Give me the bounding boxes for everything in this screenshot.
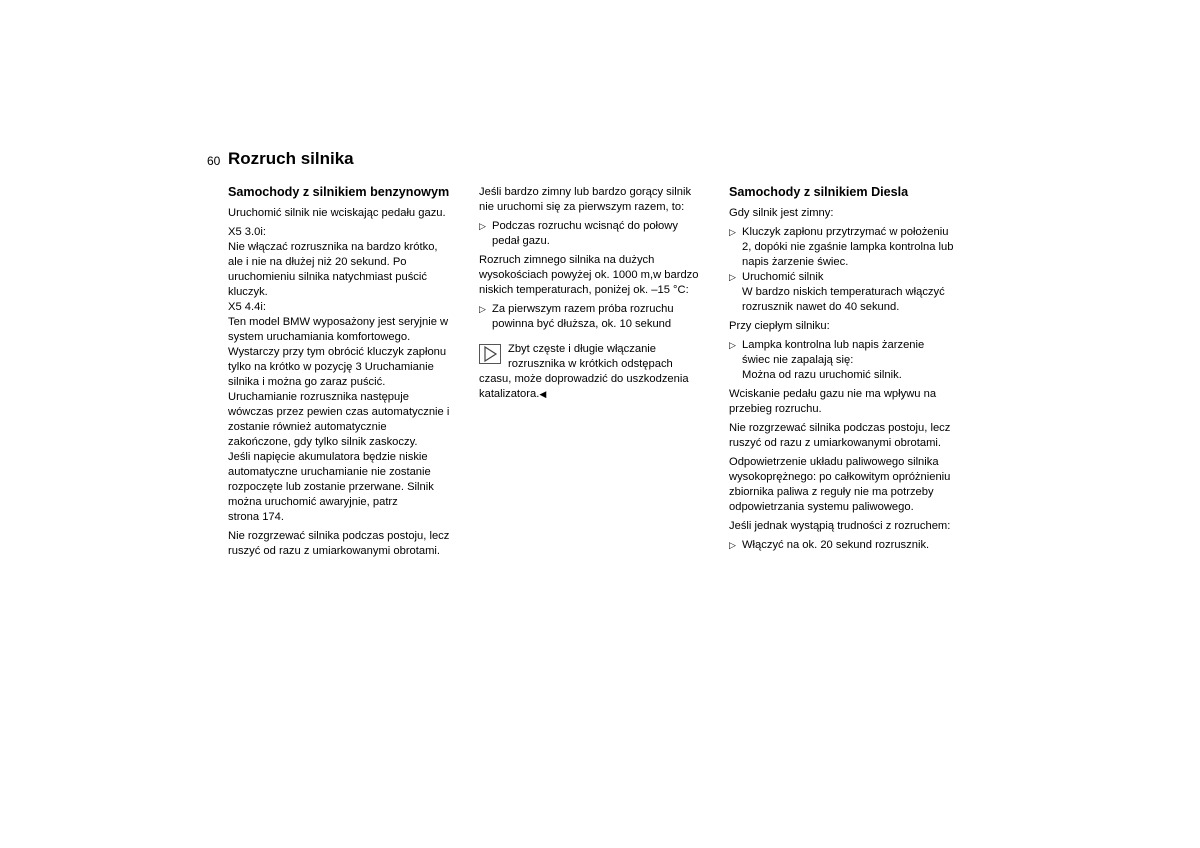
step-glow-lamp-off — [729, 338, 972, 383]
step-start-engine — [729, 270, 972, 315]
paragraph-altitude-cold: Rozruch zimnego silnika na dużych wysokościach powyżej ok. 1000 m,w bardzo niskich temperaturach, poniżej ok. –15 °C: — [479, 254, 699, 296]
triangle-right-outline-icon: ▷ — [729, 272, 736, 282]
step-text: Podczas rozruchu wcisnąć do połowy pedał gazu. — [492, 220, 678, 247]
paragraph-cold-hot-intro: Jeśli bardzo zimny lub bardzo gorący silnik nie uruchomi się za pierwszym razem, to: — [479, 186, 692, 213]
triangle-right-outline-icon: ▷ — [729, 340, 736, 350]
paragraph-no-idle-warmup: Nie rozgrzewać silnika podczas postoju, lecz ruszyć od razu z umiarkowanymi obrotami. — [228, 530, 450, 557]
paragraph-no-idle-warmup-diesel: Nie rozgrzewać silnika podczas postoju, lecz ruszyć od razu z umiarkowanymi obrotami. — [729, 422, 951, 449]
step-longer-attempt — [479, 302, 722, 332]
triangle-right-outline-icon: ▷ — [479, 221, 486, 231]
step-text: Włączyć na ok. 20 sekund rozrusznik. — [742, 539, 930, 551]
paragraph-warm-engine: Przy ciepłym silniku: — [729, 320, 830, 332]
column-diesel — [729, 184, 972, 557]
notice-text: Zbyt częste i długie włączanie rozrusznika w krótkich odstępach czasu, może doprowadzić do uszkodzenia katalizatora. — [479, 343, 689, 400]
step-text: Uruchomić silnik W bardzo niskich temperaturach włączyć rozrusznik nawet do 40 sekund. — [742, 271, 945, 313]
paragraph-no-gas-pedal: Uruchomić silnik nie wciskając pedału gazu. — [228, 207, 446, 219]
end-mark-icon: ◀ — [539, 389, 547, 399]
column-petrol — [228, 184, 471, 563]
step-hold-key — [729, 225, 972, 270]
triangle-right-outline-icon: ▷ — [479, 304, 486, 314]
paragraph-fuel-bleeding: Odpowietrzenie układu paliwowego silnika wysokoprężnego: po całkowitym opróżnieniu zbiornika paliwa z reguły nie ma potrzeby odpowietrzania systemu paliwowego. — [729, 456, 951, 513]
paragraph-gas-pedal-no-effect: Wciskanie pedału gazu nie ma wpływu na przebieg rozruchu. — [729, 388, 937, 415]
step-half-gas — [479, 219, 722, 249]
triangle-right-outline-icon: ▷ — [729, 540, 736, 550]
page-title: Rozruch silnika — [228, 149, 354, 168]
paragraph-model-instructions: X5 3.0i: Nie włączać rozrusznika na bardzo krótko, ale i nie na dłużej niż 20 sekund. Po uruchomieniu silnika natychmiast puścić kluczyk. X5 4.4i: Ten model BMW wyposażony jest seryjnie w system uruchamiania komfortowego. Wystarczy przy tym obrócić kluczyk zapłonu tylko na krótko w pozycję 3 Uruchamianie silnika i można go zaraz puścić. Uruchamianie rozrusznika następuje wówczas przez pewien czas automatycznie i zostanie również automatycznie zakończone, gdy tylko silnik zaskoczy. Jeśli napięcie akumulatora będzie niskie automatyczne uruchamianie nie zostanie rozpoczęte lub zostanie przerwane. Silnik można uruchomić awaryjnie, patrz strona 174. — [228, 226, 450, 523]
heading-diesel: Samochody z silnikiem Diesla — [729, 185, 909, 199]
step-text: Kluczyk zapłonu przytrzymać w położeniu 2, dopóki nie zgaśnie lampka kontrolna lub napis żarzenie świec. — [742, 226, 954, 268]
paragraph-cold-engine: Gdy silnik jest zimny: — [729, 207, 834, 219]
play-triangle-notice-icon — [479, 344, 501, 364]
heading-petrol: Samochody z silnikiem benzynowym — [228, 185, 450, 199]
step-text: Lampka kontrolna lub napis żarzenie świec nie zapalają się: Można od razu uruchomić silnik. — [742, 339, 925, 381]
catalyst-notice — [479, 342, 722, 402]
step-text: Za pierwszym razem próba rozruchu powinna być dłuższa, ok. 10 sekund — [492, 303, 674, 330]
step-starter-20s — [729, 538, 972, 553]
triangle-right-outline-icon: ▷ — [729, 227, 736, 237]
column-cold-hot-start — [479, 185, 722, 402]
paragraph-start-difficulties: Jeśli jednak wystąpią trudności z rozruchem: — [729, 520, 951, 532]
page-number: 60 — [207, 154, 221, 168]
